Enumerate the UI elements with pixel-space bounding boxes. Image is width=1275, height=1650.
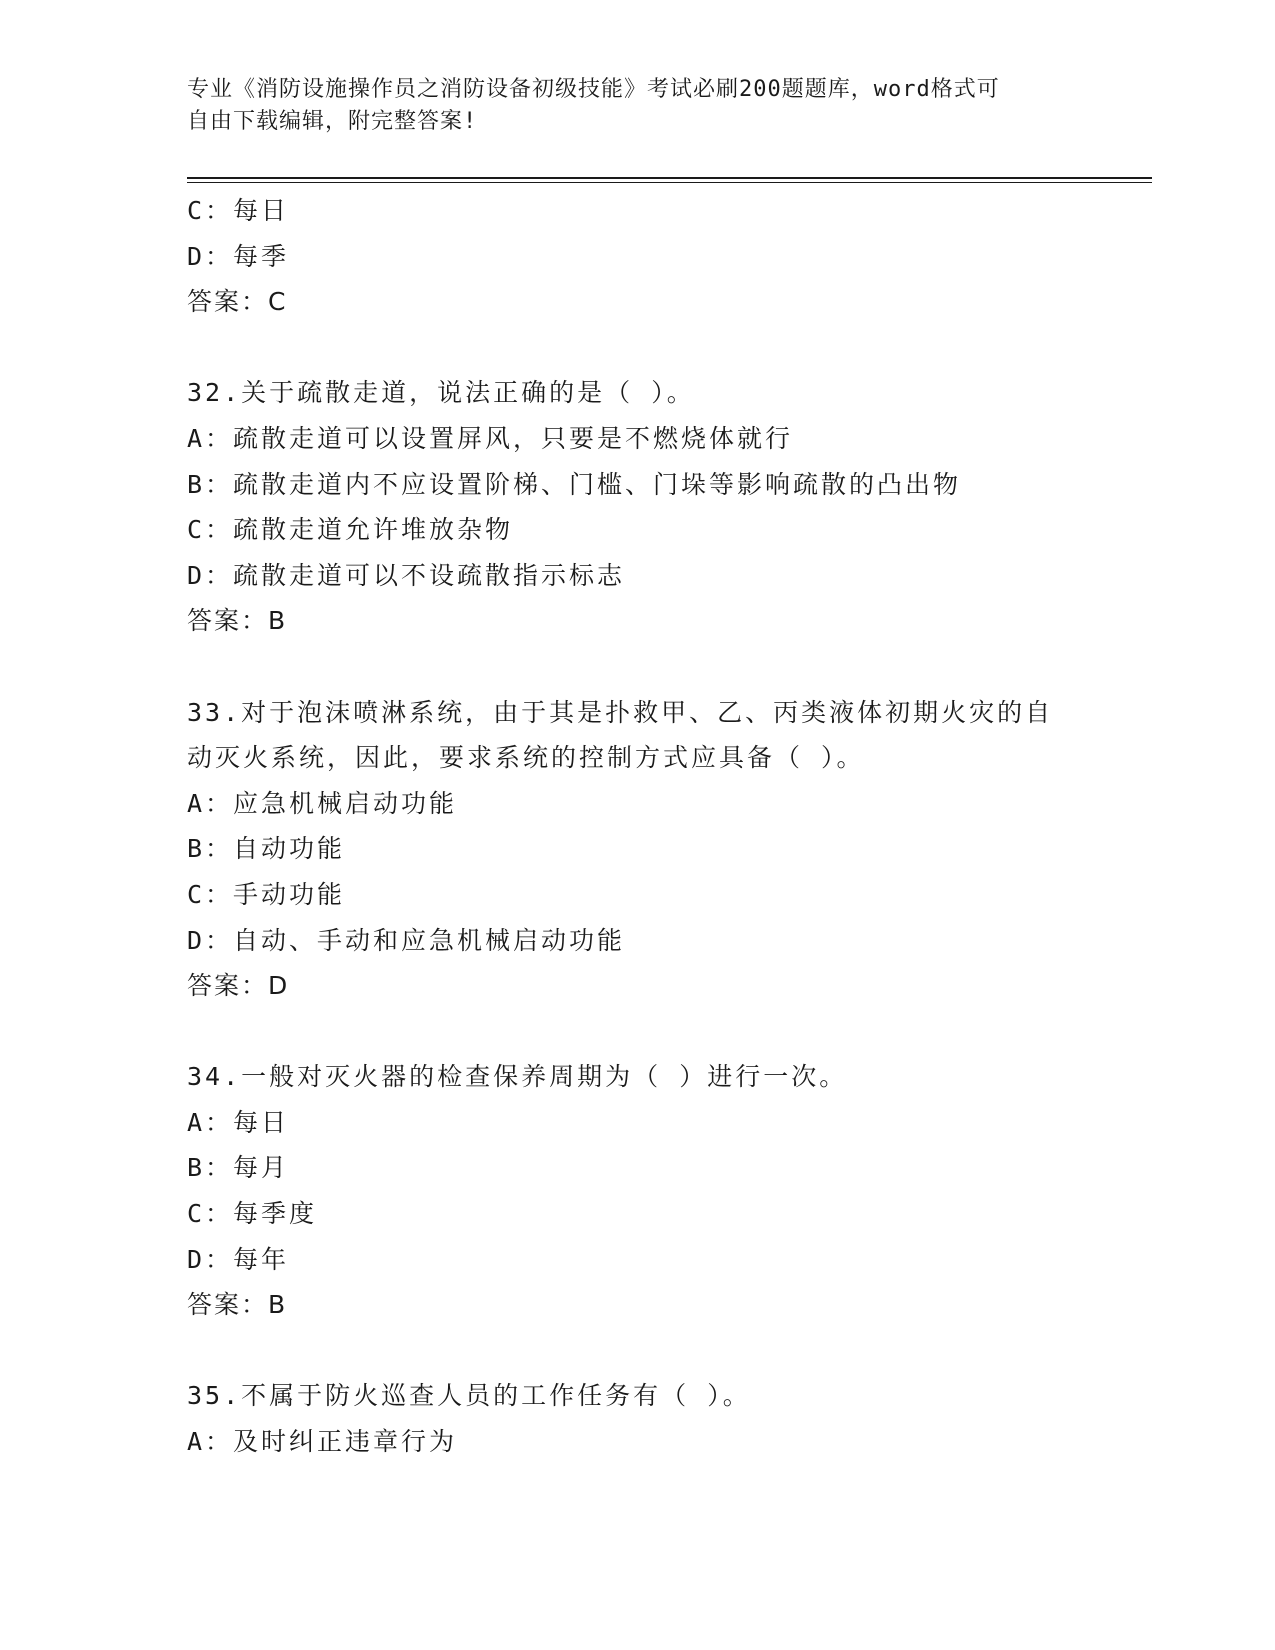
question-list — [187, 188, 1087, 1465]
option-b: B：疏散走道内不应设置阶梯、门槛、门垛等影响疏散的凸出物 — [187, 469, 962, 499]
option-c: C：每日 — [187, 196, 290, 225]
option-b: B：每月 — [187, 1153, 290, 1183]
option-c: C：每季度 — [187, 1199, 318, 1229]
option-a: A：及时纠正违章行为 — [187, 1427, 458, 1457]
question-34 — [187, 1054, 1087, 1328]
question-stem: 32.关于疏散走道，说法正确的是（ ）。 — [187, 378, 695, 408]
answer: 答案：B — [187, 606, 288, 636]
option-c: C：疏散走道允许堆放杂物 — [187, 515, 514, 545]
question-35 — [187, 1373, 1087, 1464]
answer: 答案：D — [187, 971, 290, 1001]
option-b: B：自动功能 — [187, 834, 346, 864]
option-c: C：手动功能 — [187, 879, 346, 909]
option-d: D：每季 — [187, 241, 290, 271]
option-a: A：疏散走道可以设置屏风，只要是不燃烧体就行 — [187, 423, 794, 453]
document-header — [187, 74, 1087, 138]
option-a: A：应急机械启动功能 — [187, 788, 458, 818]
answer: 答案：B — [187, 1290, 288, 1320]
header-title-line1: 专业《消防设施操作员之消防设备初级技能》考试必刷200题题库，word格式可 — [187, 77, 1000, 102]
option-d: D：自动、手动和应急机械启动功能 — [187, 925, 626, 955]
question-33 — [187, 690, 1087, 1009]
option-d: D：疏散走道可以不设疏散指示标志 — [187, 560, 626, 590]
header-title-line2: 自由下载编辑，附完整答案! — [187, 109, 478, 134]
question-stem: 35.不属于防火巡查人员的工作任务有（ ）。 — [187, 1381, 751, 1411]
question-32 — [187, 370, 1087, 644]
question-31 — [187, 188, 1087, 325]
option-d: D：每年 — [187, 1244, 290, 1274]
answer: 答案：C — [187, 287, 288, 317]
question-stem-line1: 33.对于泡沫喷淋系统，由于其是扑救甲、乙、丙类液体初期火灾的自 — [187, 697, 1054, 727]
question-stem: 34.一般对灭火器的检查保养周期为（ ）进行一次。 — [187, 1062, 848, 1092]
option-a: A：每日 — [187, 1107, 290, 1137]
question-stem-line2: 动灭火系统，因此，要求系统的控制方式应具备（ ）。 — [187, 743, 865, 773]
header-divider-thick — [187, 177, 1152, 179]
header-divider-thin — [187, 182, 1152, 183]
